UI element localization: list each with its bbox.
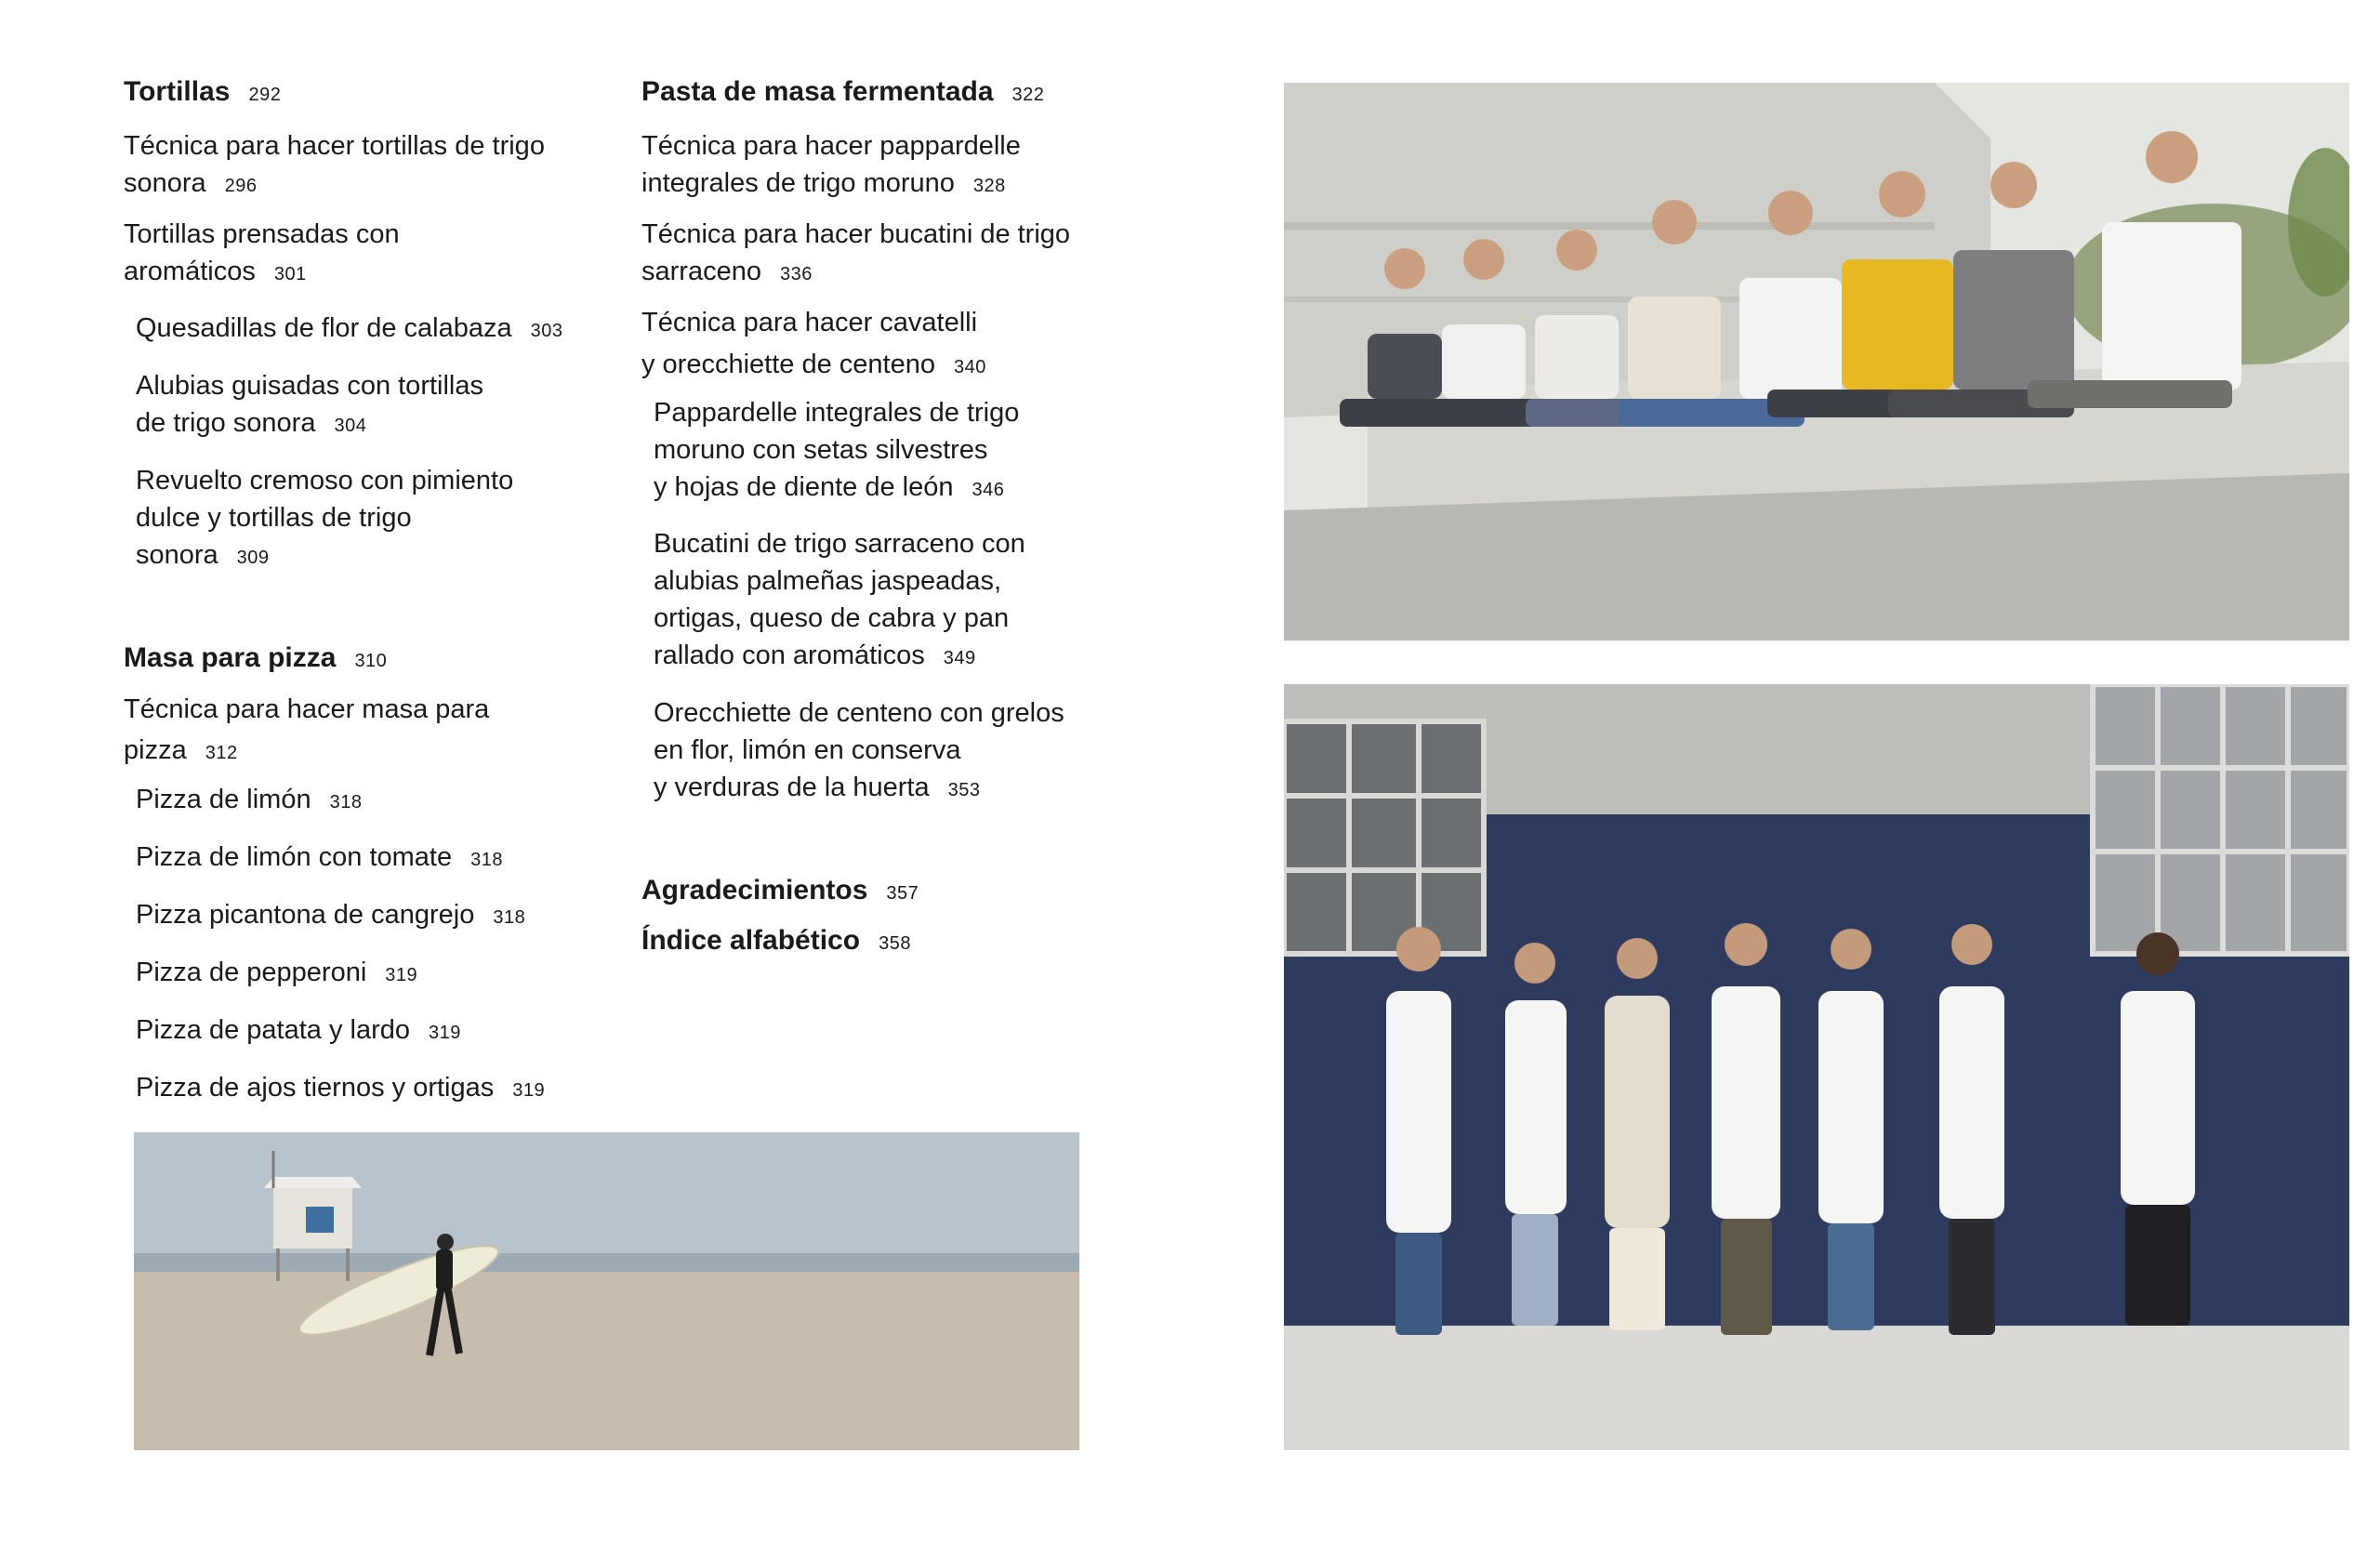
- toc-page-number: 292: [248, 85, 282, 105]
- toc-entry-line: [124, 732, 238, 772]
- toc-entry-line: [136, 839, 503, 879]
- toc-entry-line: [136, 954, 417, 994]
- toc-entry-text: Orecchiette de centeno con grelos: [654, 698, 1064, 728]
- toc-entry-line: [136, 367, 483, 404]
- photo-beach: [134, 1132, 1079, 1450]
- toc-entry-text: Revuelto cremoso con pimiento: [136, 466, 514, 495]
- toc-entry-text: y verduras de la huerta: [654, 773, 930, 802]
- toc-page-number: 310: [354, 651, 388, 671]
- toc-entry-text: integrales de trigo moruno: [641, 168, 955, 198]
- toc-entry-line: [641, 346, 986, 386]
- toc-page-number: 303: [530, 321, 563, 341]
- toc-entry-line: [136, 896, 525, 936]
- toc-entry-line: [654, 732, 960, 769]
- toc-entry-line: [641, 127, 1021, 165]
- toc-page-number: 322: [1012, 85, 1045, 105]
- toc-entry-text: Tortillas prensadas con: [124, 219, 400, 249]
- toc-section-title: [641, 73, 1044, 113]
- toc-page-number: 319: [429, 1023, 461, 1043]
- toc-entry-line: [641, 253, 813, 293]
- toc-entry-text: Técnica para hacer cavatelli: [641, 308, 978, 337]
- toc-entry-text: Pizza de limón: [136, 785, 311, 814]
- toc-entry-text: Técnica para hacer tortillas de trigo: [124, 131, 545, 161]
- toc-entry-line: [654, 769, 981, 809]
- toc-entry-line: [654, 637, 976, 677]
- toc-entry-line: [136, 499, 412, 536]
- toc-entry-text: Pappardelle integrales de trigo: [654, 398, 1020, 428]
- toc-entry-text: Pizza de pepperoni: [136, 958, 367, 987]
- toc-entry-text: rallado con aromáticos: [654, 641, 925, 670]
- toc-entry-line: [136, 462, 513, 499]
- toc-entry-line: [654, 694, 1064, 732]
- toc-page-number: 346: [972, 480, 1005, 500]
- toc-entry-text: sarraceno: [641, 257, 761, 286]
- toc-entry-text: Técnica para hacer pappardelle: [641, 131, 1021, 161]
- toc-entry-text: sonora: [136, 540, 218, 570]
- toc-entry-line: [136, 1011, 461, 1051]
- toc-page-number: 318: [329, 792, 363, 813]
- toc-page-number: 358: [879, 933, 911, 954]
- toc-entry-text: Pizza de limón con tomate: [136, 842, 453, 872]
- toc-page-number: 301: [273, 264, 307, 284]
- toc-entry-text: alubias palmeñas jaspeadas,: [654, 566, 1002, 596]
- toc-section-title: [124, 640, 387, 680]
- toc-entry-line: [124, 253, 307, 293]
- toc-entry-line: [124, 165, 258, 205]
- toc-entry-text: Índice alfabético: [641, 925, 861, 956]
- toc-entry-line: [654, 431, 987, 469]
- toc-entry-line: [136, 781, 362, 821]
- toc-page-number: 304: [334, 416, 367, 436]
- photo-crew-sitting-illustration: [1284, 83, 2349, 641]
- toc-entry-line: [136, 404, 366, 444]
- toc-page-number: 312: [205, 743, 238, 763]
- toc-entry-line: [641, 165, 1006, 205]
- toc-page-number: 340: [953, 357, 986, 377]
- toc-entry-line: [136, 310, 563, 350]
- toc-page-number: 319: [512, 1080, 546, 1101]
- toc-entry-line: [124, 127, 545, 165]
- toc-section-title: [641, 872, 919, 912]
- photo-crew-standing-illustration: [1284, 684, 2349, 1450]
- toc-entry-text: y orecchiette de centeno: [641, 350, 935, 379]
- toc-entry-text: Masa para pizza: [124, 642, 337, 673]
- toc-entry-line: [124, 691, 489, 728]
- toc-page-number: 296: [224, 176, 258, 196]
- photo-beach-illustration: [134, 1132, 1079, 1450]
- toc-entry-line: [136, 1069, 545, 1109]
- toc-entry-line: [654, 469, 1004, 509]
- toc-entry-text: aromáticos: [124, 257, 256, 286]
- toc-entry-text: sonora: [124, 168, 206, 198]
- toc-entry-text: Agradecimientos: [641, 875, 868, 905]
- toc-section-title: [641, 922, 911, 962]
- toc-entry-text: dulce y tortillas de trigo: [136, 503, 412, 533]
- toc-entry-text: Pizza de ajos tiernos y ortigas: [136, 1073, 495, 1103]
- toc-entry-line: [654, 394, 1019, 431]
- toc-entry-text: pizza: [124, 735, 187, 765]
- toc-page-number: 328: [972, 176, 1006, 196]
- toc-entry-text: moruno con setas silvestres: [654, 435, 988, 465]
- toc-entry-line: [641, 304, 977, 341]
- toc-page-number: 318: [470, 850, 503, 870]
- toc-page-number: 349: [943, 648, 976, 668]
- toc-entry-text: Técnica para hacer bucatini de trigo: [641, 219, 1071, 249]
- toc-entry-text: Pizza de patata y lardo: [136, 1015, 411, 1045]
- toc-entry-line: [124, 216, 400, 253]
- toc-entry-text: Pasta de masa fermentada: [641, 76, 994, 107]
- toc-section-title: [124, 73, 281, 113]
- toc-entry-text: y hojas de diente de león: [654, 472, 954, 502]
- toc-page-number: 353: [947, 780, 981, 800]
- toc-entry-line: [654, 600, 1009, 637]
- toc-entry-text: Quesadillas de flor de calabaza: [136, 313, 512, 343]
- toc-page-number: 357: [886, 883, 919, 904]
- photo-crew-sitting: [1284, 83, 2349, 641]
- toc-entry-line: [654, 562, 1001, 600]
- toc-entry-line: [136, 536, 270, 576]
- toc-entry-text: en flor, limón en conserva: [654, 735, 961, 765]
- photo-crew-standing: [1284, 684, 2349, 1450]
- toc-page-number: 309: [236, 548, 270, 568]
- toc-entry-text: Técnica para hacer masa para: [124, 694, 490, 724]
- toc-entry-text: Tortillas: [124, 76, 231, 107]
- toc-entry-text: Bucatini de trigo sarraceno con: [654, 529, 1025, 559]
- toc-entry-text: ortigas, queso de cabra y pan: [654, 603, 1010, 633]
- toc-page-number: 336: [779, 264, 813, 284]
- toc-page-number: 318: [493, 907, 526, 928]
- toc-page-number: 319: [385, 965, 418, 985]
- toc-entry-text: Pizza picantona de cangrejo: [136, 900, 475, 930]
- toc-entry-text: Alubias guisadas con tortillas: [136, 371, 483, 401]
- toc-entry-line: [654, 525, 1025, 562]
- toc-entry-line: [641, 216, 1070, 253]
- toc-entry-text: de trigo sonora: [136, 408, 316, 438]
